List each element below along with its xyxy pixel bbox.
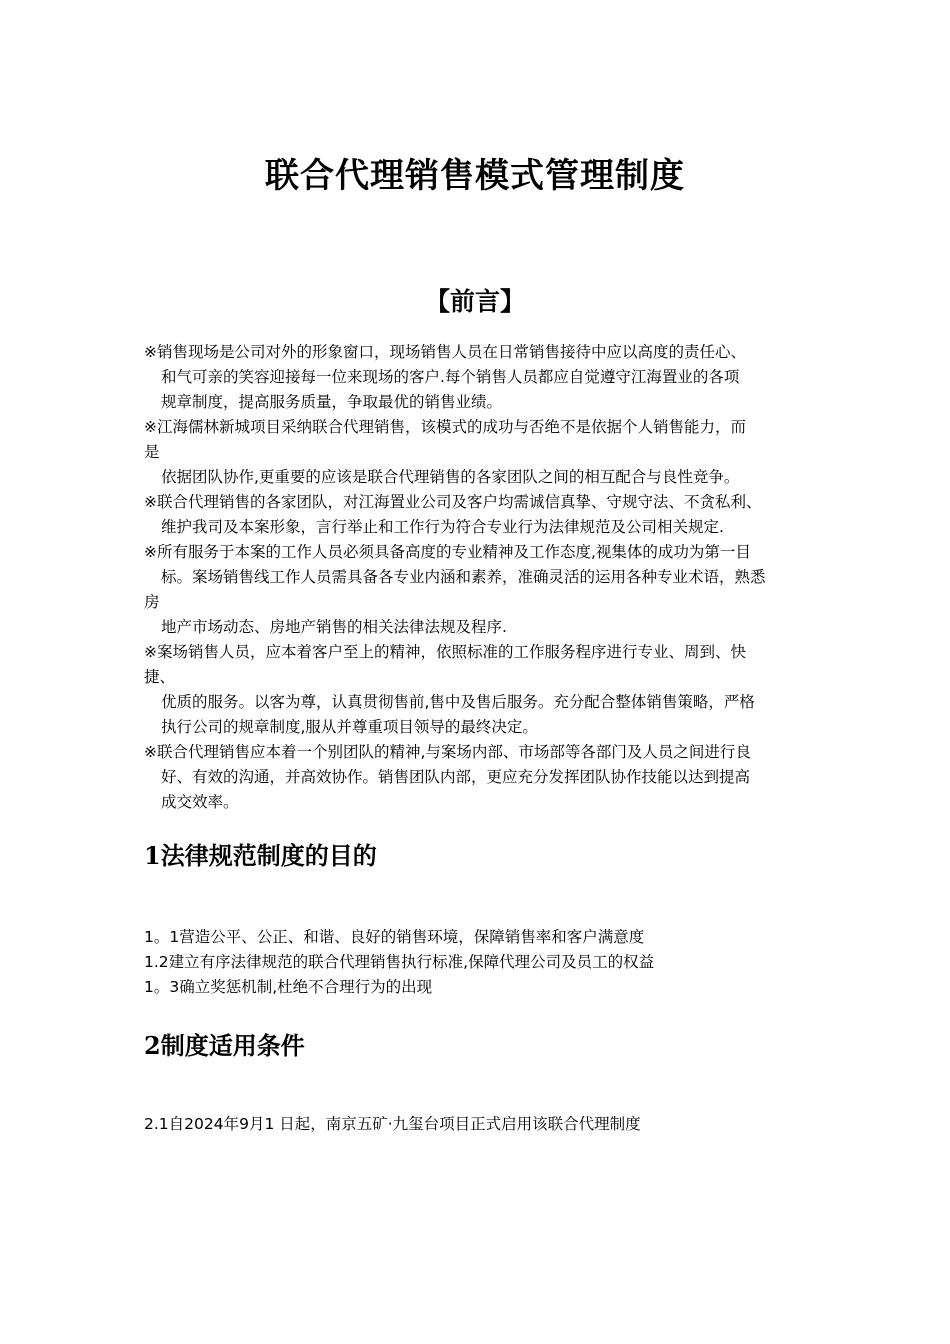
preface-line: 成交效率。: [161, 793, 239, 811]
preface-line: 优质的服务。以客为尊，认真贯彻售前,售中及售后服务。充分配合整体销售策略，严格: [161, 693, 755, 711]
document-title: 联合代理销售模式管理制度: [265, 156, 685, 196]
preface-line: 地产市场动态、房地产销售的相关法律法规及程序.: [161, 618, 507, 636]
preface-line: 捷、: [144, 668, 176, 686]
preface-line: 维护我司及本案形象，言行举止和工作行为符合专业行为法律规范及公司相关规定.: [161, 518, 724, 536]
section-2-number: 2: [144, 1031, 161, 1060]
preface-line: ※所有服务于本案的工作人员必须具备高度的专业精神及工作态度,视集体的成功为第一目: [144, 543, 751, 561]
section-1-list: [144, 925, 654, 1000]
section-1-number: 1: [144, 841, 161, 870]
section-2-list: [144, 1112, 641, 1137]
preface-line: 房: [144, 593, 160, 611]
list-item: 1。3确立奖惩机制,杜绝不合理行为的出现: [144, 978, 433, 996]
section-2-heading: [144, 1028, 305, 1064]
preface-line: ※联合代理销售应本着一个别团队的精神,与案场内部、市场部等各部门及人员之间进行良: [144, 743, 751, 761]
preface-heading: 【前言】: [424, 287, 525, 316]
preface-line: ※江海儒林新城项目采纳联合代理销售，该模式的成功与否绝不是依据个人销售能力，而: [144, 418, 746, 436]
preface-line: ※联合代理销售的各家团队，对江海置业公司及客户均需诚信真挚、守规守法、不贪私利、: [144, 493, 762, 511]
section-1-title: 法律规范制度的目的: [160, 842, 377, 870]
preface-line: ※案场销售人员，应本着客户至上的精神，依照标准的工作服务程序进行专业、周到、快: [144, 643, 746, 661]
list-item: 1.2建立有序法律规范的联合代理销售执行标准,保障代理公司及员工的权益: [144, 953, 655, 971]
preface-body: [144, 340, 814, 815]
section-1-heading: [144, 838, 377, 874]
preface-line: 和气可亲的笑容迎接每一位来现场的客户.每个销售人员都应自觉遵守江海置业的各项: [161, 368, 740, 386]
list-item: 2.1自2024年9月1 日起，南京五矿·九玺台项目正式启用该联合代理制度: [144, 1115, 641, 1133]
preface-line: 规章制度，提高服务质量，争取最优的销售业绩。: [161, 393, 503, 411]
preface-line: ※销售现场是公司对外的形象窗口，现场销售人员在日常销售接待中应以高度的责任心、: [144, 343, 746, 361]
preface-line: 标。案场销售线工作人员需具备各专业内涵和素养，准确灵活的运用各种专业术语，熟悉: [161, 568, 766, 586]
preface-line: 依据团队协作,更重要的应该是联合代理销售的各家团队之间的相互配合与良性竞争。: [161, 468, 740, 486]
section-2-title: 制度适用条件: [160, 1032, 305, 1060]
list-item: 1。1营造公平、公正、和谐、良好的销售环境，保障销售率和客户满意度: [144, 928, 645, 946]
preface-line: 好、有效的沟通，并高效协作。销售团队内部，更应充分发挥团队协作技能以达到提高: [161, 768, 751, 786]
preface-line: 执行公司的规章制度,服从并尊重项目领导的最终决定。: [161, 718, 538, 736]
preface-line: 是: [144, 443, 160, 461]
